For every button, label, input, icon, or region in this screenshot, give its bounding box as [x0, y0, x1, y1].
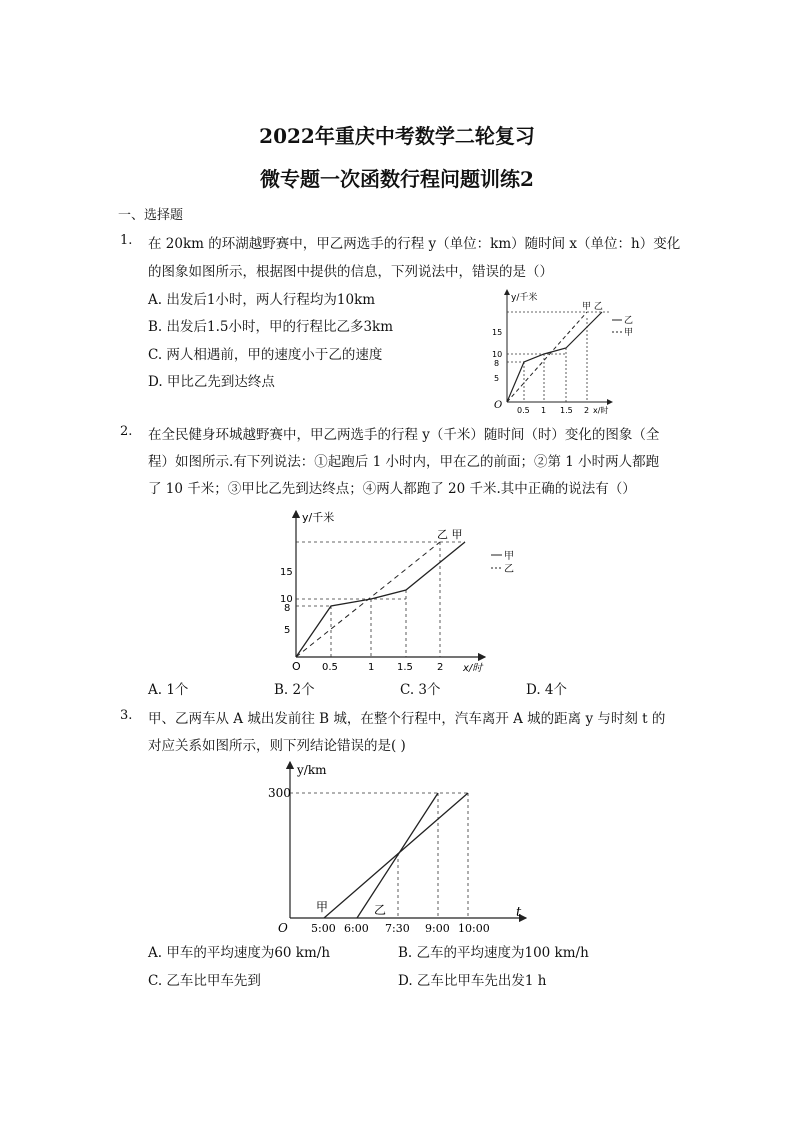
question-3-option-d: D. 乙车比甲车先出发1 h [398, 973, 547, 989]
legend-jia: 甲 [624, 328, 634, 338]
y-axis-label: y/千米 [511, 293, 538, 303]
y-axis-label: y/km [297, 763, 327, 777]
x-tick-0-5: 0.5 [322, 662, 338, 673]
y-tick-300: 300 [268, 786, 291, 800]
question-1-figure [490, 282, 650, 416]
x-tick-0-5: 0.5 [517, 406, 530, 415]
series-jia-label: 甲 [316, 900, 329, 914]
question-1-option-d: D. 甲比乙先到达终点 [148, 374, 275, 390]
question-2-option-a: A. 1个 [148, 682, 189, 698]
question-3-line-1: 甲、乙两车从 A 城出发前往 B 城，在整个行程中，汽车离开 A 城的距离 y 与时刻 t 的 [148, 711, 666, 727]
x-tick-9-00: 9:00 [425, 922, 450, 935]
top-series-labels: 乙 甲 [437, 528, 463, 541]
y-tick-15: 15 [492, 328, 503, 337]
question-1-option-b: B. 出发后1.5小时，甲的行程比乙多3km [148, 319, 394, 335]
x-axis-label: t [516, 905, 522, 920]
question-2-option-c: C. 3个 [400, 682, 441, 698]
x-tick-2: 2 [584, 406, 590, 415]
series-yi-line [357, 793, 438, 918]
legend-jia: 甲 [504, 551, 514, 562]
y-tick-10: 10 [492, 350, 503, 359]
question-2-number: 2. [120, 424, 133, 439]
series-yi-line [507, 312, 587, 402]
x-tick-1-5: 1.5 [397, 662, 413, 673]
series-jia-line [324, 793, 468, 918]
question-3-number: 3. [120, 708, 133, 723]
y-tick-8: 8 [494, 359, 500, 368]
x-axis-label: x/时 [593, 406, 609, 415]
question-1-number: 1. [120, 233, 133, 248]
y-tick-5: 5 [284, 625, 291, 636]
question-1-option-c: C. 两人相遇前，甲的速度小于乙的速度 [148, 347, 383, 363]
x-tick-5-00: 5:00 [311, 922, 336, 935]
y-tick-10: 10 [280, 594, 293, 605]
question-2-line-1: 在全民健身环城越野赛中，甲乙两选手的行程 y（千米）随时间（时）变化的图象（全 [148, 427, 660, 443]
question-1-line-1: 在 20km 的环湖越野赛中，甲乙两选手的行程 y（单位：km）随时间 x（单位：h）变化 [148, 236, 681, 252]
section-heading: 一、选择题 [118, 208, 184, 223]
question-3-figure [264, 756, 534, 938]
x-tick-1: 1 [368, 662, 375, 673]
origin-label: O [292, 660, 301, 673]
question-2-line-3: 了 10 千米；③甲比乙先到达终点；④两人都跑了 20 千米.其中正确的说法有（） [148, 481, 636, 497]
series-yi-label: 乙 [374, 903, 387, 917]
y-tick-5: 5 [494, 374, 500, 383]
y-axis-label: y/千米 [302, 511, 335, 524]
x-tick-2: 2 [437, 662, 444, 673]
document-title: 2022年重庆中考数学二轮复习 [259, 124, 535, 148]
question-2-option-b: B. 2个 [274, 682, 315, 698]
x-tick-7-30: 7:30 [385, 922, 410, 935]
y-tick-15: 15 [280, 567, 293, 578]
top-series-labels: 甲 乙 [582, 302, 603, 312]
x-tick-1: 1 [541, 406, 547, 415]
x-tick-10-00: 10:00 [458, 922, 490, 935]
question-3-option-b: B. 乙车的平均速度为100 km/h [398, 945, 589, 961]
question-2-option-d: D. 4个 [526, 682, 568, 698]
question-1-option-a: A. 出发后1小时，两人行程均为10km [148, 292, 376, 308]
x-axis-label: x/时 [463, 663, 483, 674]
series-jia-line [507, 312, 602, 402]
document-subtitle: 微专题一次函数行程问题训练2 [260, 167, 534, 191]
x-tick-1-5: 1.5 [560, 406, 573, 415]
origin-label: O [494, 400, 503, 411]
question-3-option-a: A. 甲车的平均速度为60 km/h [148, 945, 331, 961]
question-3-option-c: C. 乙车比甲车先到 [148, 973, 261, 989]
question-2-figure [280, 505, 530, 677]
legend-yi: 乙 [504, 564, 514, 575]
legend-yi: 乙 [624, 316, 634, 326]
origin-label: O [278, 921, 288, 935]
x-tick-6-00: 6:00 [344, 922, 369, 935]
y-tick-8: 8 [284, 603, 291, 614]
question-3-line-2: 对应关系如图所示，则下列结论错误的是( ) [148, 738, 406, 754]
question-1-line-2: 的图象如图所示，根据图中提供的信息，下列说法中，错误的是（） [148, 264, 553, 280]
question-2-line-2: 程）如图所示.有下列说法：①起跑后 1 小时内，甲在乙的前面；②第 1 小时两人都跑 [148, 454, 660, 470]
